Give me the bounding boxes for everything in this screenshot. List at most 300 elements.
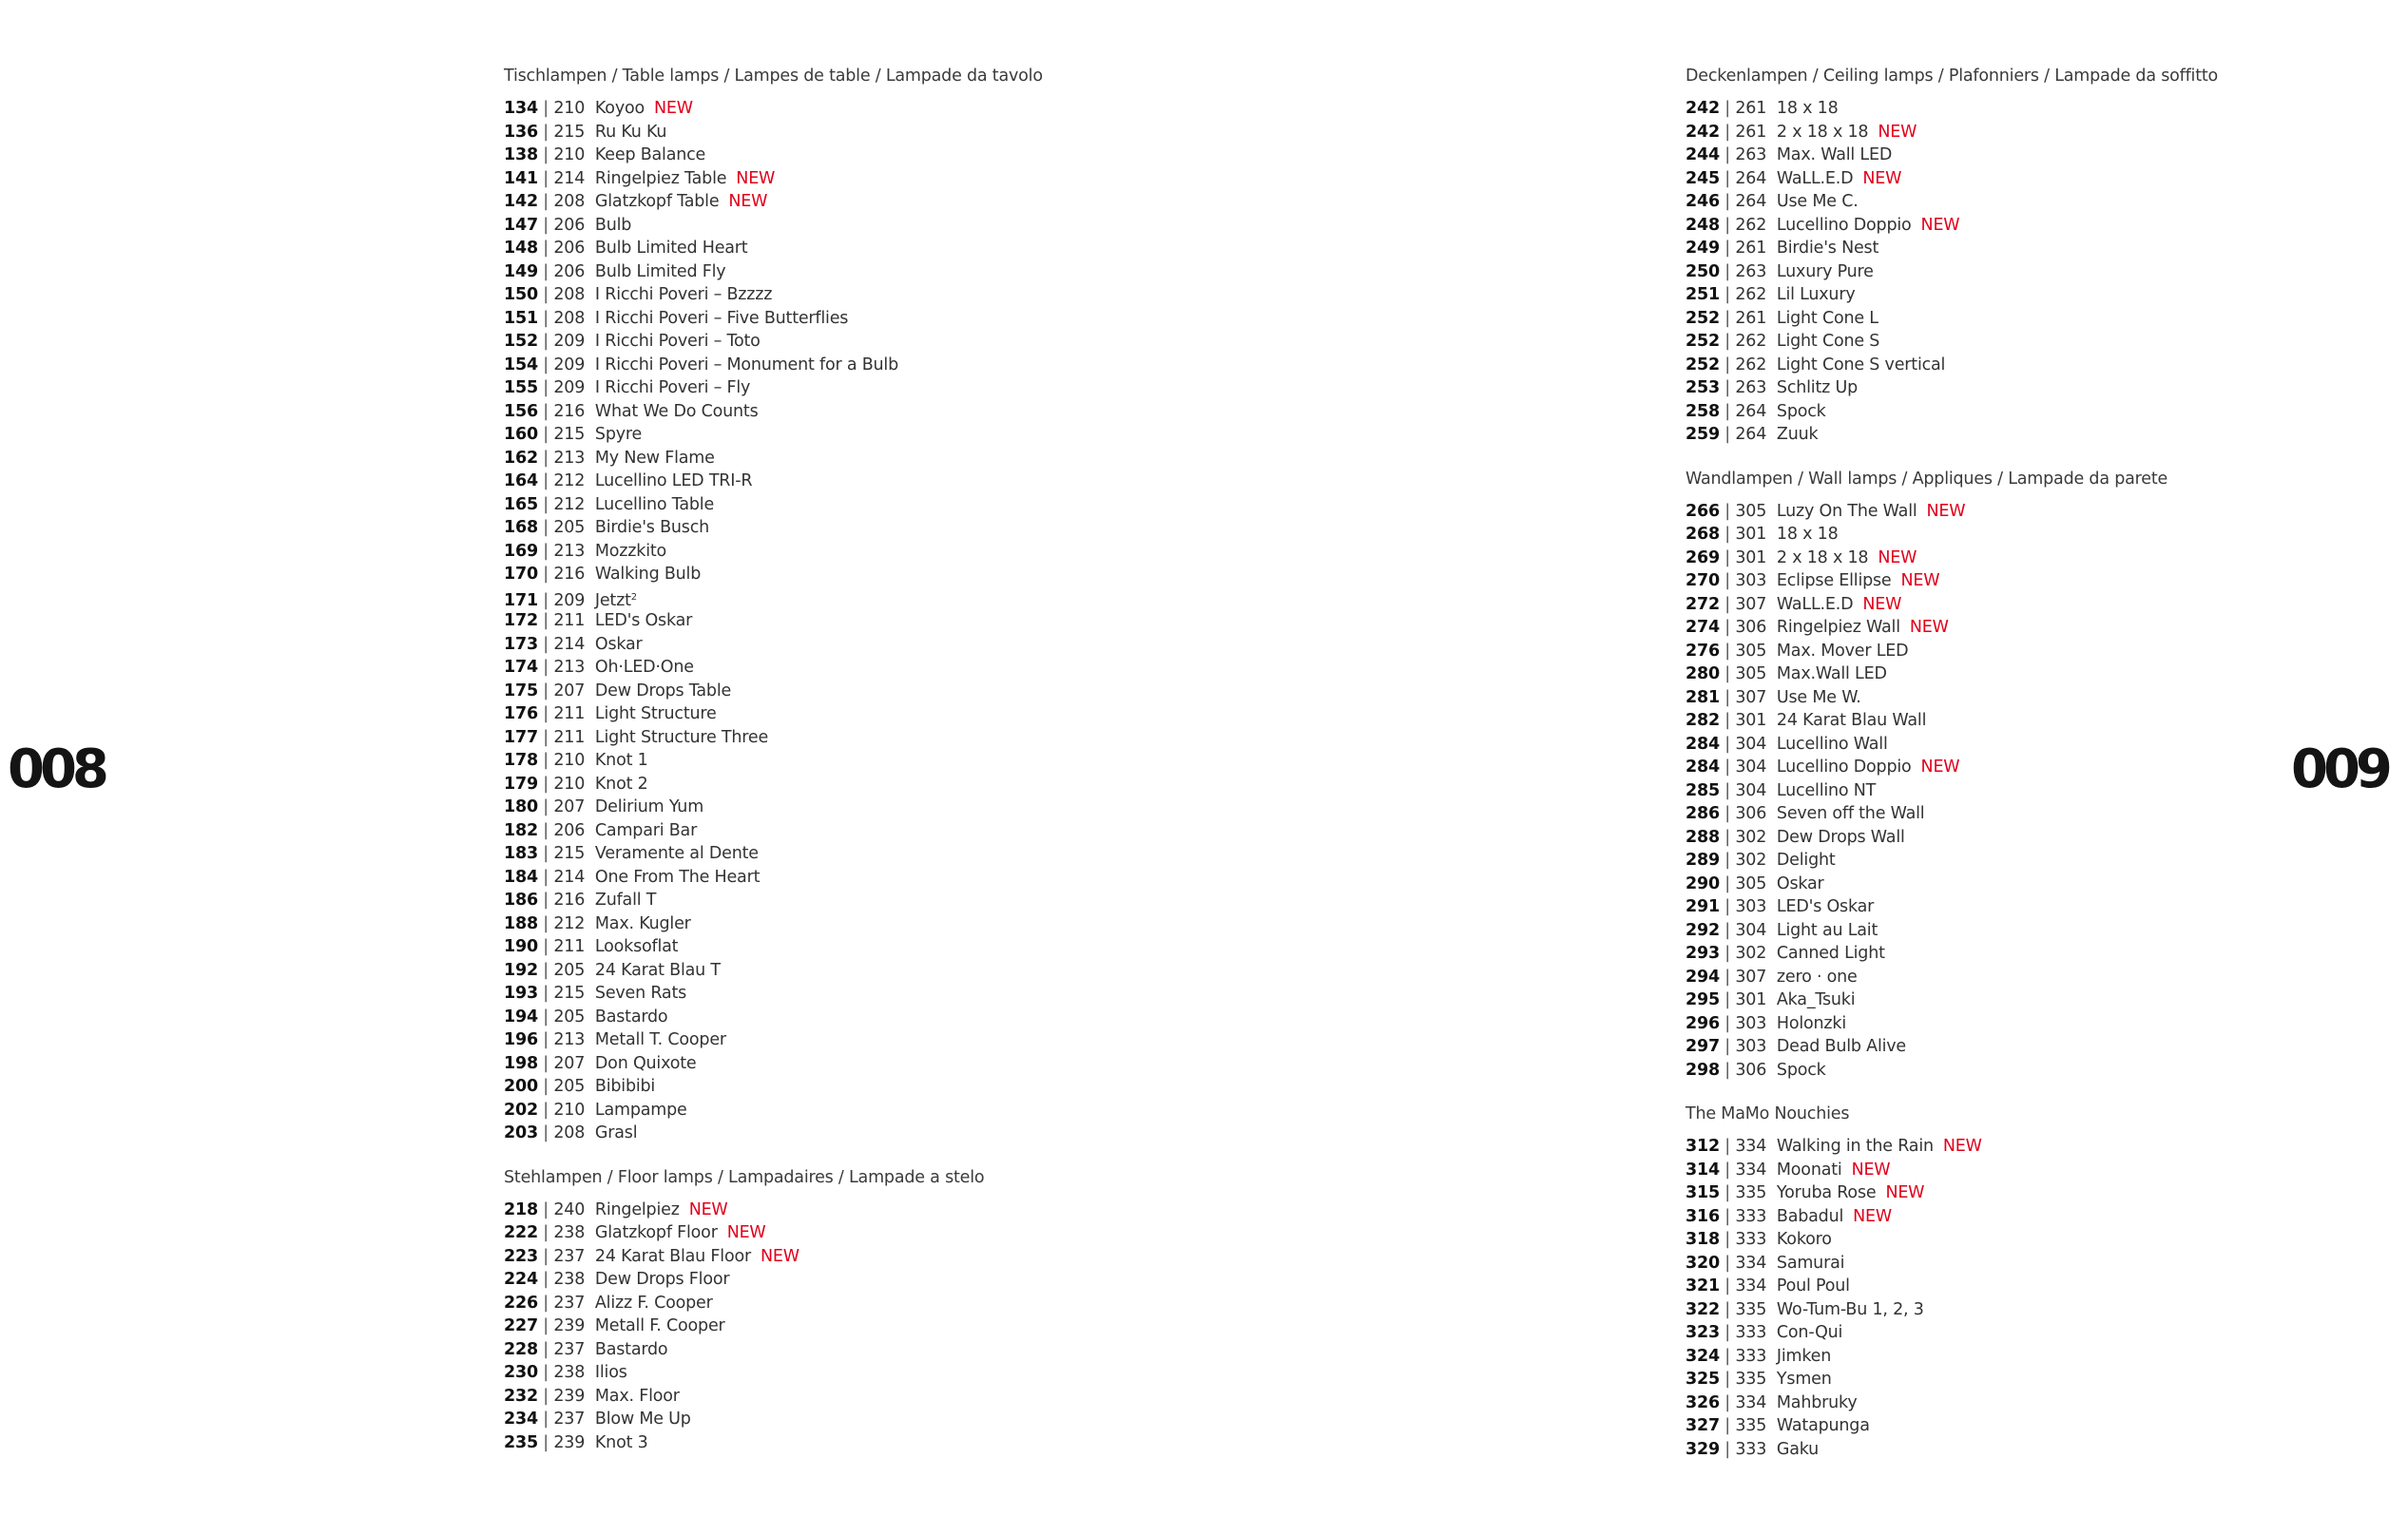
entry-separator: |	[1719, 332, 1736, 351]
entry-page: 261	[1735, 239, 1767, 258]
entry-name: Koyoo	[594, 99, 645, 118]
entry-number: 200	[504, 1077, 538, 1096]
entry-page: 206	[553, 820, 586, 840]
entry-page: 301	[1735, 525, 1767, 544]
entry-separator: |	[1719, 851, 1736, 870]
section-heading: Tischlampen / Table lamps / Lampes de table / Lampade da tavolo	[504, 67, 1043, 86]
index-entry	[504, 307, 1226, 331]
entry-name: Lucellino NT	[1776, 780, 1877, 800]
index-entry	[504, 1431, 1226, 1455]
entry-number: 292	[1686, 920, 1720, 940]
index-entry	[1686, 500, 2408, 524]
entry-name: Ysmen	[1776, 1370, 1832, 1389]
entry-number: 198	[504, 1053, 538, 1073]
page-number-right: 009	[2291, 739, 2388, 800]
entry-number: 266	[1686, 501, 1720, 521]
index-entry	[1686, 1252, 2408, 1276]
entry-page: 335	[1735, 1183, 1767, 1202]
entry-number: 228	[504, 1339, 538, 1359]
entry-number: 297	[1686, 1037, 1720, 1056]
entry-number: 196	[504, 1030, 538, 1049]
entry-number: 269	[1686, 547, 1720, 567]
index-entry	[504, 1006, 1226, 1029]
entry-separator: |	[1719, 1013, 1736, 1033]
entry-separator: |	[537, 378, 554, 397]
entry-name: Knot 2	[594, 774, 648, 794]
entry-page: 213	[553, 541, 586, 561]
entry-name: Max. Wall LED	[1776, 145, 1893, 164]
entry-separator: |	[537, 937, 554, 956]
entry-name: Blow Me Up	[594, 1410, 691, 1429]
entry-name: Walking Bulb	[594, 565, 702, 584]
entry-number: 235	[504, 1432, 538, 1452]
entry-number: 162	[504, 448, 538, 468]
entry-separator: |	[537, 541, 554, 561]
entry-number: 296	[1686, 1013, 1720, 1033]
entry-page: 334	[1735, 1160, 1767, 1180]
index-entry	[1686, 616, 2408, 640]
entry-separator: |	[1719, 122, 1736, 142]
entry-name: What We Do Counts	[594, 401, 759, 421]
entry-separator: |	[1719, 99, 1736, 118]
entry-separator: |	[537, 1270, 554, 1289]
entry-name: Dew Drops Wall	[1776, 827, 1905, 847]
entry-name: zero · one	[1776, 967, 1858, 987]
entry-number: 234	[504, 1410, 538, 1429]
entry-name: Gaku	[1776, 1439, 1820, 1459]
entry-separator: |	[537, 145, 554, 164]
index-entry	[504, 959, 1226, 983]
entry-name: 24 Karat Blau Wall	[1776, 711, 1927, 730]
entry-page: 261	[1735, 122, 1767, 142]
entry-name: Oskar	[594, 634, 643, 654]
entry-separator: |	[537, 332, 554, 351]
index-entry	[504, 237, 1226, 260]
entry-number: 172	[504, 611, 538, 630]
index-entry	[504, 121, 1226, 144]
entry-number: 324	[1686, 1346, 1720, 1366]
entry-page: 264	[1735, 401, 1767, 421]
index-entry	[1686, 569, 2408, 593]
entry-number: 164	[504, 471, 538, 490]
index-entry	[1686, 1391, 2408, 1415]
index-entry	[504, 516, 1226, 540]
new-badge: NEW	[728, 192, 768, 211]
entry-separator: |	[537, 1363, 554, 1382]
entry-number: 249	[1686, 239, 1720, 258]
entry-number: 194	[504, 1007, 538, 1027]
entry-name: Oh·LED·One	[594, 658, 694, 677]
entry-name: Walking in the Rain	[1776, 1137, 1934, 1156]
index-entry	[504, 423, 1226, 447]
entry-page: 212	[553, 471, 586, 490]
entry-separator: |	[1719, 873, 1736, 893]
entry-name: Con-Qui	[1776, 1323, 1843, 1342]
index-entry	[1686, 260, 2408, 284]
entry-page: 237	[553, 1246, 586, 1266]
entry-name: Lucellino LED TRI-R	[594, 471, 753, 490]
entry-name: WaLL.E.D	[1776, 594, 1854, 614]
index-entry	[504, 1361, 1226, 1385]
entry-name: Bibibibi	[594, 1077, 656, 1096]
entry-separator: |	[537, 518, 554, 537]
index-entry	[504, 842, 1226, 866]
entry-name: Bastardo	[594, 1007, 668, 1027]
entry-number: 230	[504, 1363, 538, 1382]
index-entry	[1686, 919, 2408, 943]
entry-page: 262	[1735, 285, 1767, 304]
entry-separator: |	[1719, 285, 1736, 304]
index-entry	[1686, 1059, 2408, 1083]
entry-page: 261	[1735, 308, 1767, 328]
entry-number: 312	[1686, 1137, 1720, 1156]
index-entry	[1686, 895, 2408, 919]
entry-page: 303	[1735, 1037, 1767, 1056]
entry-separator: |	[1719, 1346, 1736, 1366]
entry-name: Don Quixote	[594, 1053, 697, 1073]
index-entry	[1686, 802, 2408, 826]
entry-page: 238	[553, 1223, 586, 1242]
entry-page: 264	[1735, 168, 1767, 188]
entry-page: 205	[553, 1007, 586, 1027]
entry-name: 18 x 18	[1776, 525, 1839, 544]
index-entry	[504, 726, 1226, 750]
entry-number: 156	[504, 401, 538, 421]
index-entry	[1686, 307, 2408, 331]
index-entry	[1686, 523, 2408, 547]
entry-name: Samurai	[1776, 1253, 1845, 1273]
index-entry	[504, 167, 1226, 191]
entry-number: 316	[1686, 1206, 1720, 1226]
entry-number: 160	[504, 425, 538, 444]
entry-separator: |	[1719, 618, 1736, 637]
index-entry	[504, 376, 1226, 400]
entry-separator: |	[537, 401, 554, 421]
entry-name: I Ricchi Poveri – Toto	[594, 332, 761, 351]
entry-number: 222	[504, 1223, 538, 1242]
index-entry	[1686, 214, 2408, 238]
entry-name: 18 x 18	[1776, 99, 1839, 118]
entry-page: 216	[553, 401, 586, 421]
entry-page: 304	[1735, 734, 1767, 754]
entry-separator: |	[1719, 1037, 1736, 1056]
entry-separator: |	[1719, 145, 1736, 164]
index-entry	[1686, 1159, 2408, 1182]
entry-page: 261	[1735, 99, 1767, 118]
entry-number: 223	[504, 1246, 538, 1266]
entry-separator: |	[537, 308, 554, 328]
entry-separator: |	[537, 1386, 554, 1406]
new-badge: NEW	[1926, 501, 1966, 521]
entry-separator: |	[537, 611, 554, 630]
index-column-left	[504, 65, 1226, 1475]
entry-page: 214	[553, 168, 586, 188]
index-entry	[1686, 686, 2408, 710]
entry-separator: |	[1719, 944, 1736, 963]
entry-name: Light au Lait	[1776, 920, 1878, 940]
entry-number: 282	[1686, 711, 1720, 730]
entry-name: Alizz F. Cooper	[594, 1293, 713, 1313]
index-entry	[504, 283, 1226, 307]
entry-number: 227	[504, 1316, 538, 1335]
entry-separator: |	[537, 1077, 554, 1096]
entry-page: 335	[1735, 1370, 1767, 1389]
index-entry	[504, 912, 1226, 936]
entry-number: 252	[1686, 332, 1720, 351]
entry-name: Moonati	[1776, 1160, 1842, 1180]
index-section	[1686, 468, 2408, 1083]
entry-separator: |	[1719, 920, 1736, 940]
entry-separator: |	[537, 1123, 554, 1142]
entry-page: 264	[1735, 425, 1767, 444]
entry-separator: |	[537, 168, 554, 188]
entry-number: 323	[1686, 1323, 1720, 1342]
entry-separator: |	[537, 634, 554, 654]
entry-number: 259	[1686, 425, 1720, 444]
entry-page: 209	[553, 355, 586, 374]
index-entry	[504, 866, 1226, 890]
entry-separator: |	[537, 1199, 554, 1219]
entry-name: 24 Karat Blau T	[594, 960, 721, 980]
section-heading: Wandlampen / Wall lamps / Appliques / Lampade da parete	[1686, 469, 2168, 489]
entry-page: 334	[1735, 1392, 1767, 1412]
new-badge: NEW	[688, 1199, 728, 1219]
entry-page: 334	[1735, 1137, 1767, 1156]
index-entry	[1686, 400, 2408, 424]
entry-page: 305	[1735, 873, 1767, 893]
entry-number: 314	[1686, 1160, 1720, 1180]
entry-number: 203	[504, 1123, 538, 1142]
entry-number: 226	[504, 1293, 538, 1313]
entry-number: 193	[504, 984, 538, 1003]
entry-number: 284	[1686, 758, 1720, 777]
index-entry	[1686, 1275, 2408, 1298]
entry-number: 242	[1686, 122, 1720, 142]
entry-separator: |	[537, 751, 554, 770]
entry-name: Jimken	[1776, 1346, 1832, 1366]
entry-separator: |	[1719, 571, 1736, 590]
entry-name: Keep Balance	[594, 145, 706, 164]
index-entry	[504, 935, 1226, 959]
index-entry	[1686, 1035, 2408, 1059]
index-entry	[1686, 190, 2408, 214]
entry-page: 305	[1735, 641, 1767, 661]
entry-page: 208	[553, 192, 586, 211]
entry-number: 321	[1686, 1276, 1720, 1295]
index-entry	[504, 1075, 1226, 1099]
section-heading: Stehlampen / Floor lamps / Lampadaires / Lampade a stelo	[504, 1167, 985, 1187]
entry-page: 304	[1735, 920, 1767, 940]
entry-page: 212	[553, 494, 586, 514]
entry-name: Holonzki	[1776, 1013, 1847, 1033]
entry-name: Metall T. Cooper	[594, 1030, 726, 1049]
index-entry	[504, 354, 1226, 377]
entry-number: 274	[1686, 618, 1720, 637]
index-entry	[1686, 779, 2408, 803]
entry-name: I Ricchi Poveri – Monument for a Bulb	[594, 355, 898, 374]
entry-number: 175	[504, 681, 538, 700]
new-badge: NEW	[736, 168, 776, 188]
entry-name: Eclipse Ellipse	[1776, 571, 1892, 590]
entry-page: 208	[553, 285, 586, 304]
index-column-right	[1686, 65, 2408, 1482]
index-entry	[504, 633, 1226, 657]
entry-page: 303	[1735, 897, 1767, 916]
entry-page: 216	[553, 565, 586, 584]
entry-separator: |	[1719, 1183, 1736, 1202]
entry-page: 333	[1735, 1230, 1767, 1249]
entry-page: 240	[553, 1199, 586, 1219]
entry-number: 286	[1686, 804, 1720, 823]
entry-page: 214	[553, 867, 586, 887]
entry-separator: |	[1719, 1206, 1736, 1226]
entry-page: 207	[553, 797, 586, 816]
entry-page: 209	[553, 590, 586, 610]
entry-page: 206	[553, 261, 586, 281]
entry-name: Light Structure	[594, 704, 717, 723]
entry-number: 155	[504, 378, 538, 397]
index-entry	[1686, 423, 2408, 447]
entry-number: 289	[1686, 851, 1720, 870]
entry-page: 239	[553, 1316, 586, 1335]
entry-page: 335	[1735, 1416, 1767, 1435]
entry-separator: |	[1719, 168, 1736, 188]
entry-page: 205	[553, 518, 586, 537]
index-entry	[504, 749, 1226, 773]
index-entry	[504, 400, 1226, 424]
entry-number: 134	[504, 99, 538, 118]
entry-number: 173	[504, 634, 538, 654]
entry-page: 263	[1735, 261, 1767, 281]
entry-separator: |	[537, 681, 554, 700]
entry-separator: |	[537, 1223, 554, 1242]
entry-name: Metall F. Cooper	[594, 1316, 725, 1335]
entry-page: 212	[553, 913, 586, 933]
entry-number: 136	[504, 122, 538, 142]
entry-name: Birdie's Busch	[594, 518, 710, 537]
index-entry	[1686, 376, 2408, 400]
index-entry	[1686, 1345, 2408, 1369]
entry-separator: |	[1719, 734, 1736, 754]
index-section	[504, 1166, 1226, 1455]
entry-page: 303	[1735, 1013, 1767, 1033]
entry-separator: |	[537, 239, 554, 258]
index-entry	[504, 702, 1226, 726]
entry-page: 210	[553, 1100, 586, 1120]
entry-separator: |	[1719, 687, 1736, 707]
entry-name: Lucellino Wall	[1776, 734, 1888, 754]
entry-name: Ru Ku Ku	[594, 122, 667, 142]
entry-name: Delirium Yum	[594, 797, 704, 816]
index-entry	[504, 1028, 1226, 1052]
entry-number: 178	[504, 751, 538, 770]
index-entry	[504, 773, 1226, 796]
index-entry	[1686, 966, 2408, 989]
entry-number: 246	[1686, 192, 1720, 211]
entry-separator: |	[1719, 1060, 1736, 1080]
index-entry	[1686, 1368, 2408, 1391]
index-entry	[1686, 1228, 2408, 1252]
index-entry	[1686, 756, 2408, 779]
entry-separator: |	[537, 797, 554, 816]
entry-name: I Ricchi Poveri – Fly	[594, 378, 751, 397]
entry-separator: |	[1719, 897, 1736, 916]
index-entry	[504, 447, 1226, 470]
entry-separator: |	[1719, 1392, 1736, 1412]
entry-separator: |	[1719, 967, 1736, 987]
entry-page: 205	[553, 1077, 586, 1096]
index-entry	[504, 609, 1226, 633]
entry-name: My New Flame	[594, 448, 715, 468]
entry-name: One From The Heart	[594, 867, 761, 887]
index-entry	[1686, 97, 2408, 121]
entry-number: 149	[504, 261, 538, 281]
index-entry	[1686, 354, 2408, 377]
index-entry	[504, 470, 1226, 493]
index-entry	[504, 1221, 1226, 1245]
index-entry	[504, 1122, 1226, 1145]
entry-number: 192	[504, 960, 538, 980]
new-badge: NEW	[1909, 618, 1949, 637]
entry-name: Lucellino Doppio	[1776, 215, 1912, 235]
entry-separator: |	[1719, 547, 1736, 567]
entry-page: 211	[553, 937, 586, 956]
entry-name: Bulb Limited Heart	[594, 239, 748, 258]
index-entry	[1686, 1012, 2408, 1036]
entry-page: 239	[553, 1386, 586, 1406]
new-badge: NEW	[1920, 215, 1960, 235]
entry-page: 215	[553, 844, 586, 863]
entry-page: 210	[553, 751, 586, 770]
entry-name: 24 Karat Blau Floor	[594, 1246, 751, 1266]
entry-separator: |	[537, 960, 554, 980]
entry-separator: |	[537, 844, 554, 863]
entry-name: Bastardo	[594, 1339, 668, 1359]
index-entry	[504, 1292, 1226, 1315]
entry-name: Spock	[1776, 1060, 1826, 1080]
entry-number: 295	[1686, 990, 1720, 1009]
index-entry	[504, 796, 1226, 819]
new-badge: NEW	[1885, 1183, 1925, 1202]
entry-name: Bulb Limited Fly	[594, 261, 726, 281]
entry-page: 213	[553, 658, 586, 677]
entry-name: Schlitz Up	[1776, 378, 1858, 397]
entry-separator: |	[537, 1293, 554, 1313]
entry-name: Looksoflat	[594, 937, 679, 956]
index-entry	[504, 97, 1226, 121]
entry-separator: |	[1719, 804, 1736, 823]
entry-name: Yoruba Rose	[1776, 1183, 1877, 1202]
index-entry	[1686, 1321, 2408, 1345]
entry-separator: |	[1719, 355, 1736, 374]
entry-number: 150	[504, 285, 538, 304]
index-entry	[504, 982, 1226, 1006]
entry-separator: |	[537, 1100, 554, 1120]
entry-name: Knot 1	[594, 751, 648, 770]
entry-page: 334	[1735, 1253, 1767, 1273]
new-badge: NEW	[1878, 547, 1917, 567]
entry-separator: |	[1719, 664, 1736, 683]
entry-separator: |	[1719, 1416, 1736, 1435]
new-badge: NEW	[1942, 1137, 1982, 1156]
entry-page: 307	[1735, 967, 1767, 987]
entry-name: Veramente al Dente	[594, 844, 759, 863]
entry-page: 264	[1735, 192, 1767, 211]
entry-name: Zufall T	[594, 891, 657, 910]
entry-separator: |	[537, 891, 554, 910]
entry-number: 180	[504, 797, 538, 816]
entry-separator: |	[1719, 711, 1736, 730]
